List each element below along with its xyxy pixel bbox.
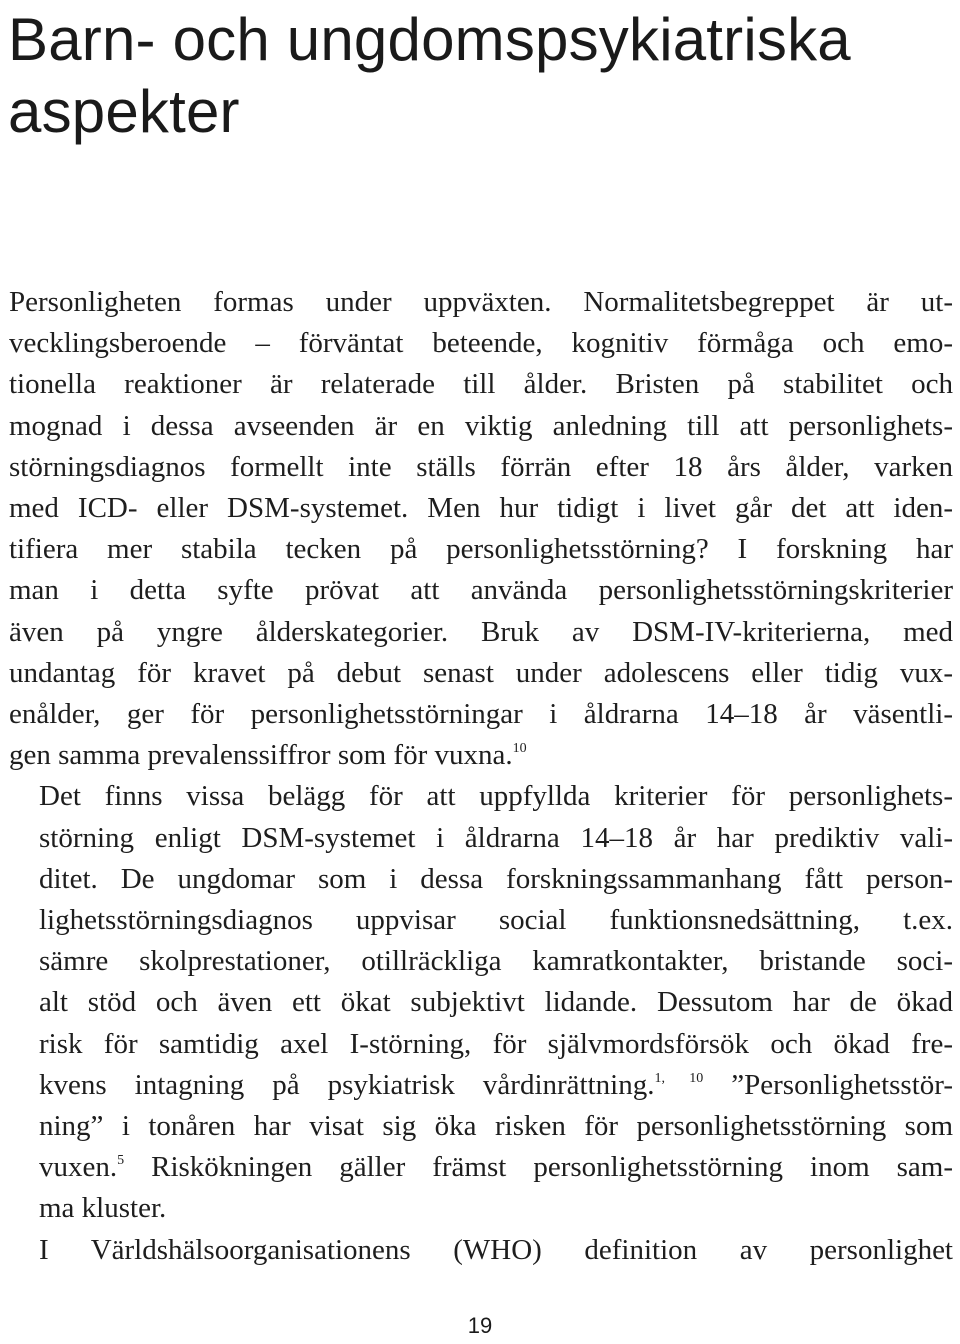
text-line: risk för samtidig axel I-störning, för självmordsförsök och ökad fre-: [39, 1027, 953, 1060]
text-line: tifiera mer stabila tecken på personlighetsstörning? I forskning har: [9, 533, 953, 566]
paragraph-2: [9, 776, 953, 1229]
text-line: med ICD- eller DSM-systemet. Men hur tidigt i livet går det att iden-: [9, 492, 953, 525]
text-line: man i detta syfte prövat att använda personlighetsstörningskriterier: [9, 574, 953, 607]
text-line: vecklingsberoende – förväntat beteende, kognitiv förmåga och emo-: [9, 327, 953, 360]
text-line: störning enligt DSM-systemet i åldrarna 14–18 år har prediktiv vali-: [39, 821, 953, 854]
text-line: I Världshälsoorganisationens (WHO) definition av personlighet: [39, 1233, 953, 1266]
reference-superscript: 10: [512, 741, 527, 757]
text-line: ma kluster.: [39, 1192, 167, 1225]
text-line: lighetsstörningsdiagnos uppvisar social funktionsnedsättning, t.ex.: [39, 904, 953, 937]
text-line-content: vuxen.: [39, 1151, 118, 1184]
text-line: Det finns vissa belägg för att uppfyllda kriterier för personlighets-: [39, 780, 953, 813]
chapter-heading-line-1: Barn- och ungdomspsykiatriska: [8, 6, 851, 73]
text-line-content: Riskökningen gäller främst personlighetsstörning inom sam-: [124, 1151, 953, 1184]
text-line-content: gen samma prevalenssiffror som för vuxna.: [9, 739, 513, 772]
paragraph-1: [9, 282, 953, 776]
text-line: [9, 1147, 953, 1188]
text-line: ning” i tonåren har visat sig öka risken för personlighetsstörning som: [39, 1110, 953, 1143]
text-line: Personligheten formas under uppväxten. Normalitetsbegreppet är ut-: [9, 286, 953, 318]
text-line: tionella reaktioner är relaterade till ålder. Bristen på stabilitet och: [9, 368, 953, 401]
text-line-content: ”Personlighetsstör-: [703, 1068, 953, 1101]
text-line: enålder, ger för personlighetsstörningar i åldrarna 14–18 år väsentli-: [9, 698, 953, 731]
reference-superscript: 5: [117, 1153, 125, 1169]
page-number: 19: [467, 1313, 493, 1338]
chapter-heading: [8, 4, 948, 148]
text-line: störningsdiagnos formellt inte ställs förrän efter 18 års ålder, varken: [9, 450, 953, 483]
chapter-heading-line-2: aspekter: [8, 78, 240, 145]
text-line: mognad i dessa avseenden är en viktig anledning till att personlighets-: [9, 409, 953, 442]
text-line: ditet. De ungdomar som i dessa forskningssammanhang fått person-: [39, 862, 953, 895]
text-line: alt stöd och även ett ökat subjektivt lidande. Dessutom har de ökad: [39, 986, 953, 1019]
text-line: [9, 1065, 953, 1106]
text-line: sämre skolprestationer, otillräckliga kamratkontakter, bristande soci-: [39, 945, 953, 978]
text-line: [9, 735, 953, 776]
text-line-content: kvens intagning på psykiatrisk vårdinrättning.: [39, 1068, 655, 1101]
text-line: undantag för kravet på debut senast under adolescens eller tidig vux-: [9, 656, 953, 689]
paragraph-3: [9, 1230, 953, 1271]
text-line: även på yngre ålderskategorier. Bruk av DSM-IV-kriterierna, med: [9, 615, 953, 648]
body-text: [9, 282, 953, 1271]
reference-superscript: 1, 10: [654, 1070, 704, 1086]
